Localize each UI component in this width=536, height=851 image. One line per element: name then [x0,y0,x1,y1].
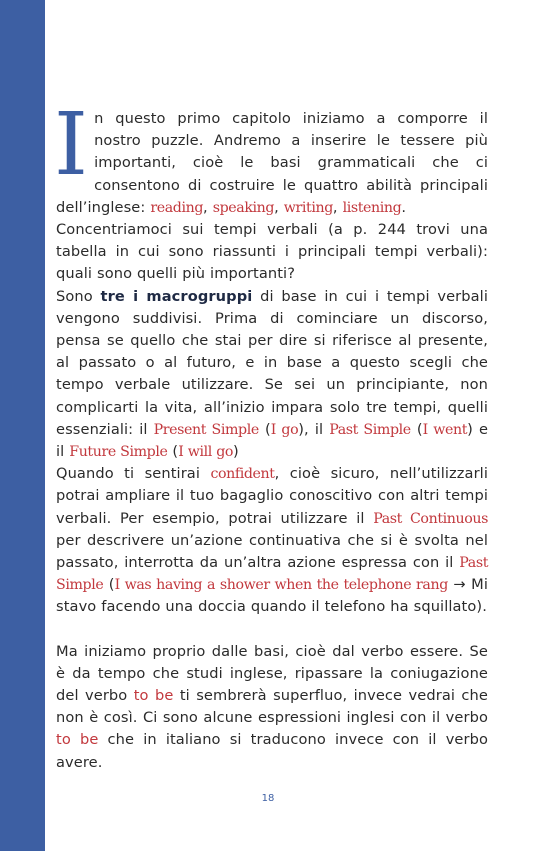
term-past-simple-2: Past Simple [56,555,488,594]
term-past-continuous: Past Continuous [373,510,488,527]
example-i-will-go: I will go [178,444,234,461]
side-color-band [0,0,45,851]
paragraph-macrogroups [56,286,488,464]
text-run: → Mi stavo facendo una doccia quando il telefono ha squillato). [56,576,489,616]
example-i-went: I went [422,421,468,438]
term-present-simple: Present Simple [153,421,259,438]
paragraph-confident [56,463,488,618]
text-run: Sono [56,287,101,305]
text-run: Quando ti sentirai [56,465,211,483]
term-confident: confident [210,466,275,483]
body-text [54,95,489,774]
term-to-be: to be [133,687,174,705]
text-run: , [332,198,343,216]
term-to-be-2: to be [56,731,99,749]
text-run: ( [258,420,271,438]
text-run: ), il [298,420,330,438]
page-number: 18 [261,793,275,804]
text-run: ( [410,420,423,438]
example-sentence: I was having a shower when the telephone rang [114,577,448,594]
text-run: per descrivere un’azione continuativa che si è svolta nel passato, interrotta da un’altra azione espressa con il [56,531,488,572]
term-writing: writing [283,199,333,216]
text-run: Concentriamoci sui tempi verbali (a p. 244 trovi una tabella in cui sono riassunti i principali tempi verbali): quali sono quelli più importanti? [56,221,488,283]
term-future-simple: Future Simple [69,444,168,461]
text-run: ) e il [56,420,489,461]
term-listening: listening [342,199,402,216]
text-run: ) [233,443,239,461]
example-i-go: I go [270,421,299,438]
text-run: . [401,198,407,216]
paragraph-to-be [56,641,488,774]
text-run: , [274,198,284,216]
text-run: che in italiano si traducono invece con il verbo avere. [56,731,489,771]
drop-cap: I [54,95,89,195]
term-speaking: speaking [212,199,275,216]
paragraph-tenses [56,219,488,286]
paragraph-intro [54,95,488,219]
text-run: Ma iniziamo proprio dalle basi, cioè dal verbo essere. Se è da tempo che studi inglese, ripassare la coniugazione del verbo [56,642,488,705]
text-run: n questo primo capitolo iniziamo a comporre il nostro puzzle. Andremo a inserire le tessere più importanti, cioè le basi grammaticali che ci consentono di costruire le quattro abilità principali dell’inglese: [56,110,488,216]
text-run: ( [103,576,115,594]
text-run: ti sembrerà superfluo, invece vedrai che non è così. Ci sono alcune espressioni inglesi con il verbo [56,687,488,727]
term-past-simple: Past Simple [329,421,411,438]
text-run: di base in cui i tempi verbali vengono suddivisi. Prima di cominciare un discorso, pensa se quello che stai per dire si riferisce al presente, al passato o al futuro, e in base a questo scegli che tempo verbale utilizzare. Se sei un principiante, non complicarti la vita, all’inizio impara solo tre tempi, quelli essenziali: il [56,287,488,438]
text-run: , cioè sicuro, nell’utilizzarli potrai ampliare il tuo bagaglio conoscitivo con altri tempi verbali. Per esempio, potrai utilizzare il [56,465,488,527]
term-reading: reading [150,199,204,216]
bold-macrogroups: tre i macrogruppi [100,287,253,305]
text-run: , [203,198,213,216]
text-run: ( [167,443,179,461]
